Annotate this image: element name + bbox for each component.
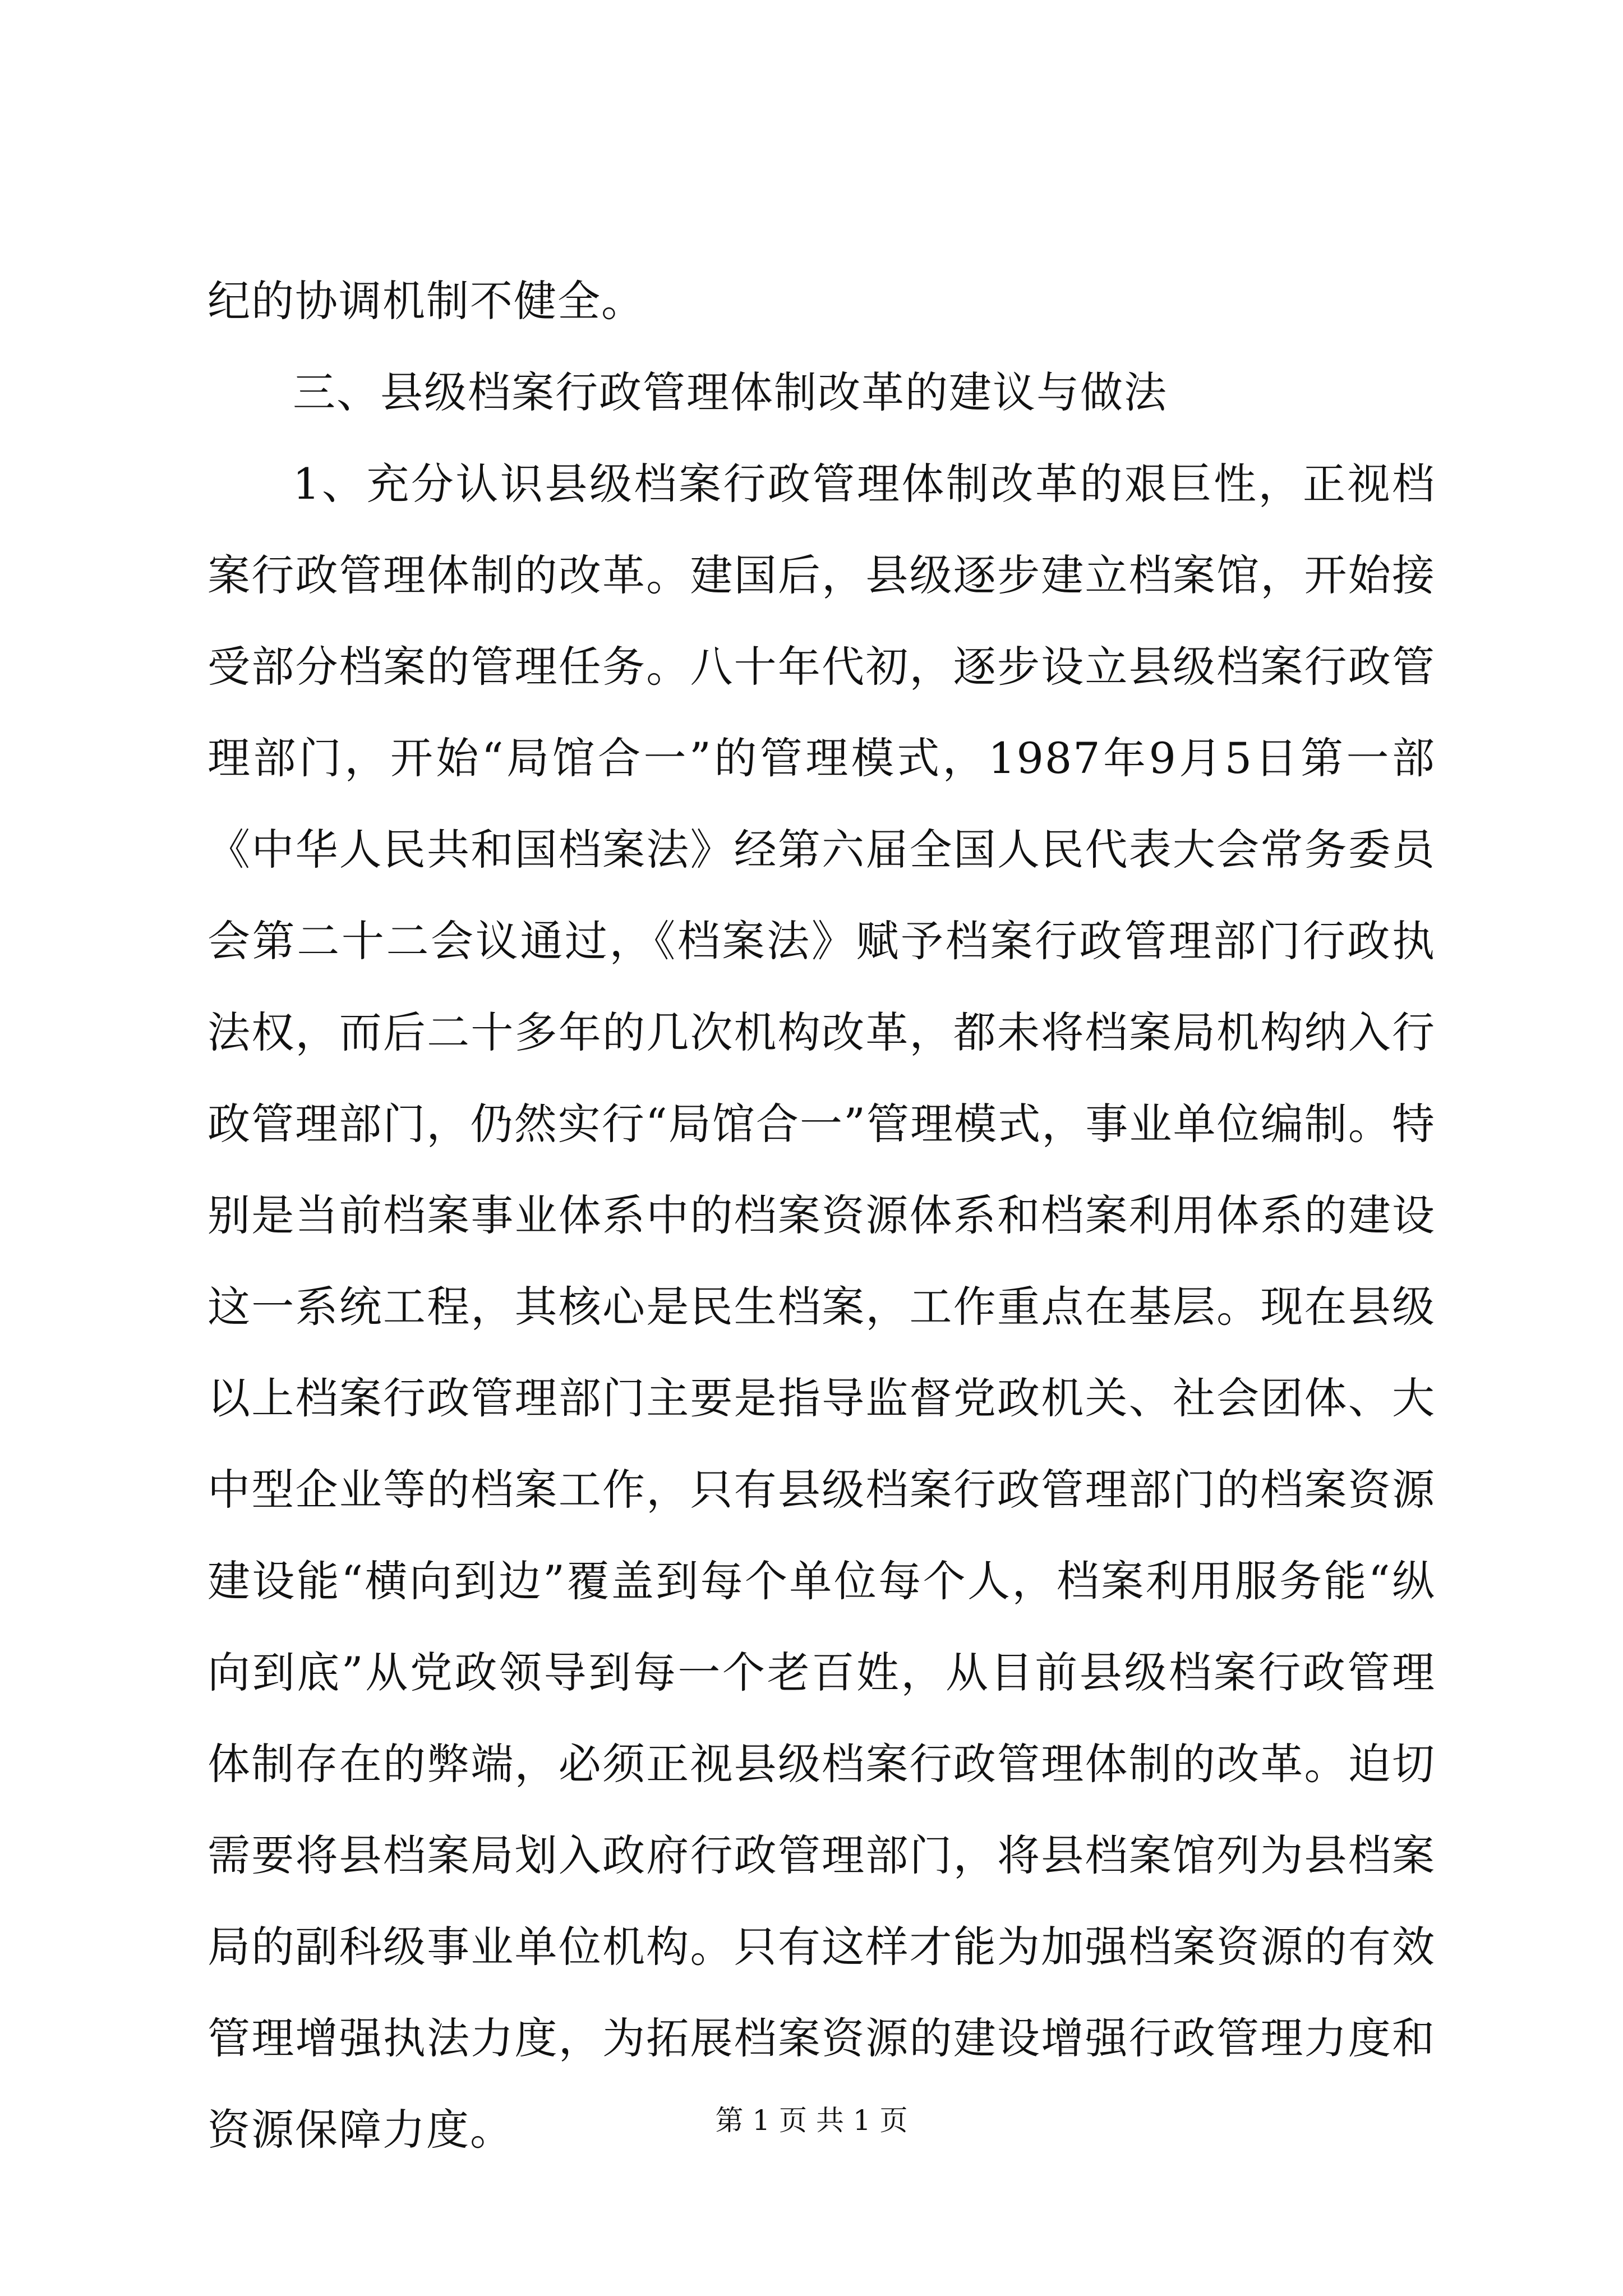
page-number: 第 1 页 共 1 页 [715, 2104, 908, 2137]
paragraph-body: 1、充分认识县级档案行政管理体制改革的艰巨性，正视档案行政管理体制的改革。建国后，县级逐步建立档案馆，开始接受部分档案的管理任务。八十年代初，逐步设立县级档案行政管理部门，开始“局馆合一”的管理模式，1987年9月5日第一部《中华人民共和国档案法》经第六届全国人民代表大会常务委员会第二十二会议通过，《档案法》赋予档案行政管理部门行政执法权，而后二十多年的几次机构改革，都未将档案局机构纳入行政管理部门，仍然实行“局馆合一”管理模式，事业单位编制。特别是当前档案事业体系中的档案资源体系和档案利用体系的建设这一系统工程，其核心是民生档案，工作重点在基层。现在县级以上档案行政管理部门主要是指导监督党政机关、社会团体、大中型企业等的档案工作，只有县级档案行政管理部门的档案资源建设能“横向到边”覆盖到每个单位每个人，档案利用服务能“纵向到底”从党政领导到每一个老百姓，从目前县级档案行政管理体制存在的弊端，必须正视县级档案行政管理体制的改革。迫切需要将县档案局划入政府行政管理部门，将县档案馆列为县档案局的副科级事业单位机构。只有这样才能为加强档案资源的有效管理增强执法力度，为拓展档案资源的建设增强行政管理力度和资源保障力度。 [208, 459, 1436, 2155]
document-body [208, 255, 1436, 2175]
section-heading: 三、县级档案行政管理体制改革的建议与做法 [293, 367, 1168, 417]
page-footer [0, 2101, 1623, 2140]
paragraph-continuation: 纪的协调机制不健全。 [208, 276, 645, 326]
